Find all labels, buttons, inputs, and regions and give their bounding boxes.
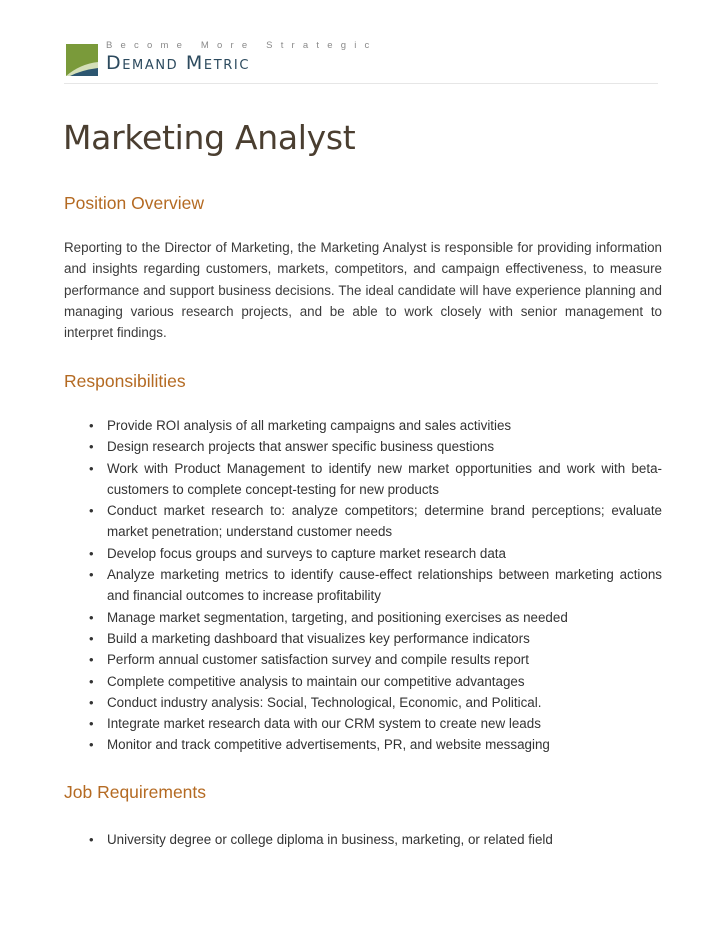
responsibility-item-text: Provide ROI analysis of all marketing campaigns and sales activities (107, 418, 512, 433)
responsibility-item (64, 649, 662, 670)
responsibility-item (64, 543, 662, 564)
responsibilities-heading: Responsibilities (64, 371, 186, 391)
logo-tagline: Become More Strategic (106, 40, 378, 51)
logo-brand-name: Demand Metric (106, 52, 251, 74)
bullet-icon: • (89, 503, 94, 519)
responsibility-item-text: Develop focus groups and surveys to capture market research data (107, 545, 506, 561)
responsibility-item (64, 713, 662, 734)
job-requirements-list (64, 829, 662, 850)
bullet-icon: • (89, 716, 94, 732)
responsibility-item (64, 692, 662, 713)
logo-mark-icon (64, 42, 100, 78)
responsibility-item (64, 500, 662, 543)
responsibility-item (64, 628, 662, 649)
responsibility-item (64, 436, 662, 457)
responsibility-item-text: Perform annual customer satisfaction survey and compile results report (107, 652, 529, 668)
bullet-icon: • (89, 439, 94, 455)
header-divider (64, 83, 658, 84)
responsibility-item-text: Complete competitive analysis to maintain our competitive advantages (107, 673, 525, 689)
responsibility-item (64, 607, 662, 628)
responsibility-item-text: Monitor and track competitive advertisements, PR, and website messaging (107, 737, 550, 753)
responsibility-item-text: Design research projects that answer specific business questions (107, 439, 495, 455)
page-title: Marketing Analyst (63, 118, 356, 157)
bullet-icon: • (89, 418, 94, 433)
responsibility-item-text: Conduct market research to: analyze competitors; determine brand perceptions; evaluate market penetration; understand customer needs (107, 503, 662, 540)
responsibility-item (64, 734, 662, 755)
responsibility-item-text: Build a marketing dashboard that visualizes key performance indicators (107, 630, 530, 646)
bullet-icon: • (89, 609, 94, 625)
responsibility-item (64, 415, 662, 436)
demand-metric-logo (64, 38, 378, 78)
job-requirements-heading: Job Requirements (64, 782, 207, 802)
bullet-icon: • (89, 630, 94, 646)
requirement-item (64, 829, 662, 850)
bullet-icon: • (89, 567, 94, 583)
position-overview-heading: Position Overview (64, 193, 205, 213)
responsibility-item-text: Integrate market research data with our CRM system to create new leads (107, 716, 541, 732)
responsibility-item-text: Conduct industry analysis: Social, Technological, Economic, and Political. (107, 694, 542, 710)
responsibility-item-text: Analyze marketing metrics to identify cause-effect relationships between marketing actions and financial outcomes to increase profitability (107, 567, 662, 604)
bullet-icon: • (89, 832, 94, 847)
responsibility-item-text: Manage market segmentation, targeting, and positioning exercises as needed (107, 609, 568, 625)
responsibility-item (64, 458, 662, 501)
bullet-icon: • (89, 460, 94, 476)
bullet-icon: • (89, 652, 94, 668)
bullet-icon: • (89, 694, 94, 710)
responsibility-item (64, 564, 662, 607)
bullet-icon: • (89, 545, 94, 561)
responsibility-item-text: Work with Product Management to identify new market opportunities and work with beta-customers to complete concept-testing for new products (107, 460, 662, 497)
position-overview-text: Reporting to the Director of Marketing, the Marketing Analyst is responsible for providing information and insights regarding customers, markets, competitors, and campaign effectiveness, to measure performance and support business decisions. The ideal candidate will have experience planning and managing various research projects, and be able to work closely with senior management to interpret findings. (64, 240, 662, 341)
responsibility-item (64, 671, 662, 692)
bullet-icon: • (89, 673, 94, 689)
bullet-icon: • (89, 737, 94, 753)
requirement-item-text: University degree or college diploma in business, marketing, or related field (107, 832, 553, 847)
responsibilities-list (64, 415, 662, 756)
